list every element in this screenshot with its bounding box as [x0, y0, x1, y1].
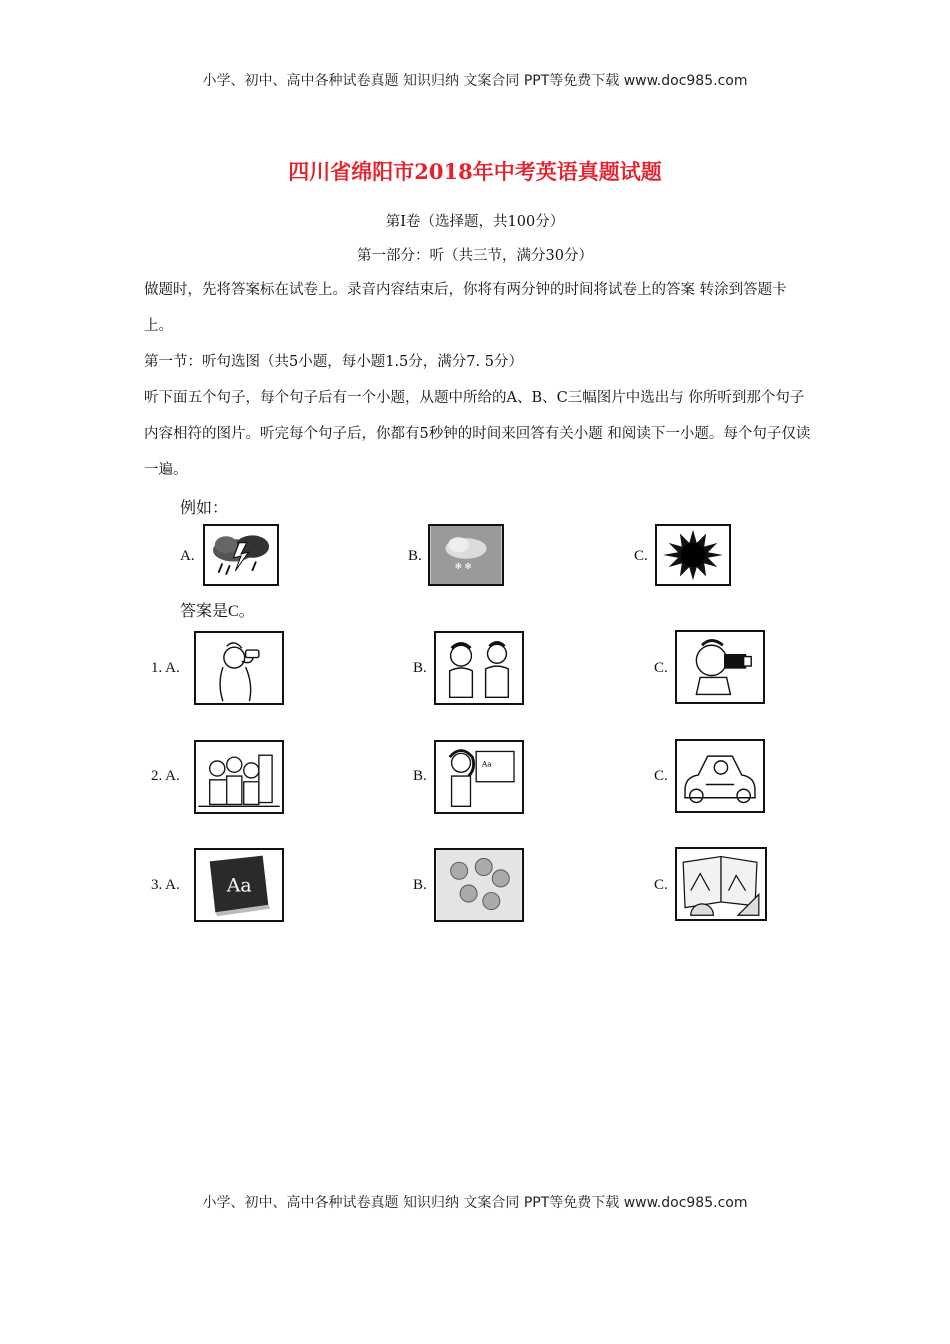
math-book-and-ruler-icon — [677, 849, 765, 919]
q3-children-picture — [434, 848, 524, 922]
page-header: 小学、初中、高中各种试卷真题 知识归纳 文案合同 PPT等免费下载 www.doc985.com — [202, 73, 748, 89]
person-drinking-icon — [196, 633, 282, 703]
volume-heading: 第Ⅰ卷（选择题，共100分） — [385, 214, 565, 230]
section-instruction-paragraph: 听下面五个句子，每个句子后有一个小题，从题中所给的A、B、C三幅图片中选出与 你所听到那个句子内容相符的图片。听完每个句子后，你都有5秒钟的时间来回答有关小题 和阅读下一小题。每个句子仅读一遍。 — [144, 390, 811, 478]
q3-option-a-label: 3. A. — [151, 877, 180, 893]
teacher-at-board-icon — [436, 742, 522, 812]
q1-option-b-label: B. — [413, 660, 427, 676]
q2-teacher-picture — [434, 740, 524, 814]
dictionary-book-icon — [196, 850, 282, 920]
snow-cloud-icon — [430, 526, 502, 584]
snow-picture — [428, 524, 504, 586]
q2-option-c-label: C. — [654, 768, 668, 784]
page-footer: 小学、初中、高中各种试卷真题 知识归纳 文案合同 PPT等免费下载 www.doc985.com — [202, 1195, 748, 1211]
example-option-a-label: A. — [180, 548, 195, 564]
q3-option-b-label: B. — [413, 877, 427, 893]
q3-math-picture — [675, 847, 767, 921]
two-people-talking-icon — [436, 633, 522, 703]
q1-option-a-label: 1. A. — [151, 660, 180, 676]
answer-note: 答案是C。 — [180, 603, 255, 620]
example-label: 例如： — [180, 500, 229, 517]
q1-drinking-picture — [194, 631, 284, 705]
q2-driving-picture — [675, 739, 765, 813]
q1-option-c-label: C. — [654, 660, 668, 676]
q3-book-picture — [194, 848, 284, 922]
q2-workers-picture — [194, 740, 284, 814]
q1-talking-picture — [434, 631, 524, 705]
example-option-b-label: B. — [408, 548, 422, 564]
book-cover-text: Aa — [226, 874, 252, 897]
sun-icon — [657, 526, 729, 584]
storm-cloud-icon — [205, 526, 277, 584]
q1-camera-picture — [675, 630, 765, 704]
car-driver-icon — [677, 741, 763, 811]
part-heading: 第一部分：听（共三节，满分30分） — [357, 248, 593, 264]
q2-option-a-label: 2. A. — [151, 768, 180, 784]
storm-picture — [203, 524, 279, 586]
workers-icon — [196, 742, 282, 812]
instruction-paragraph: 做题时，先将答案标在试卷上。录音内容结束后，你将有两分钟的时间将试卷上的答案 转涂到答题卡上。 — [144, 282, 787, 334]
children-group-icon — [436, 850, 522, 920]
q3-option-c-label: C. — [654, 877, 668, 893]
svg-text:✻ ✻: ✻ ✻ — [454, 561, 472, 572]
sun-picture — [655, 524, 731, 586]
page-title: 四川省绵阳市2018年中考英语真题试题 — [288, 159, 662, 184]
board-text: Aa — [481, 759, 492, 769]
example-option-c-label: C. — [634, 548, 648, 564]
section-heading: 第一节：听句选图（共5小题，每小题1.5分，满分7. 5分） — [144, 354, 523, 370]
q2-option-b-label: B. — [413, 768, 427, 784]
boy-with-camera-icon — [677, 632, 763, 702]
